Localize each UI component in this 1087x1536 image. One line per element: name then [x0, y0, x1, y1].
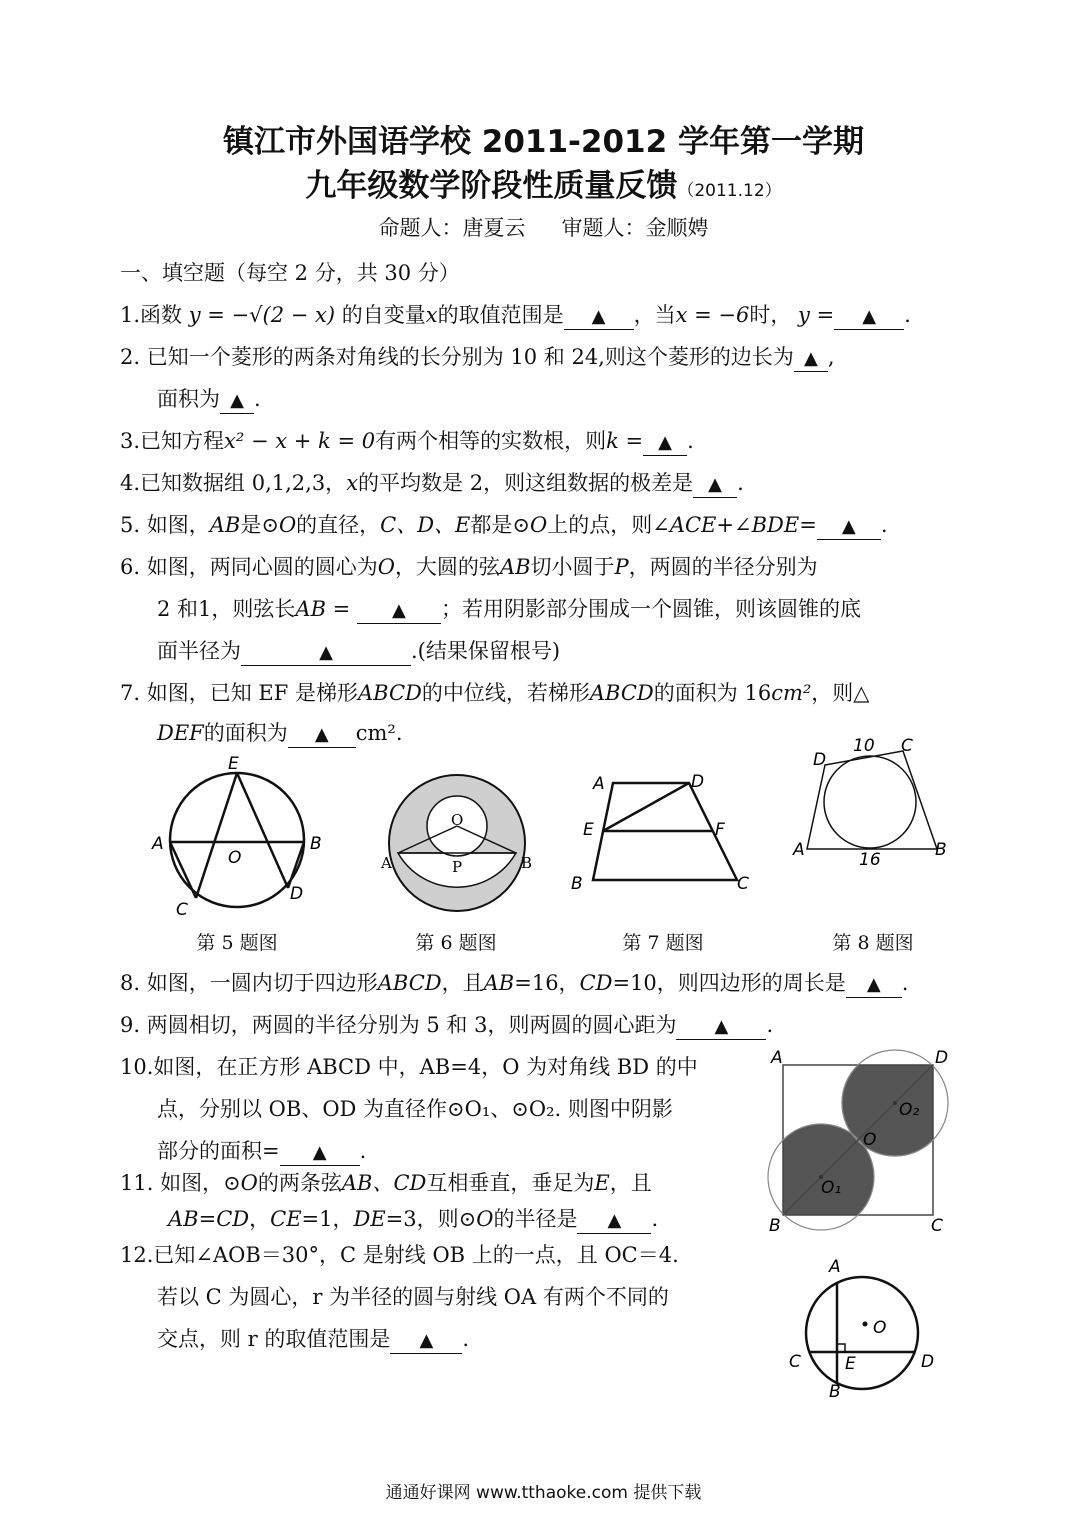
label-E: E: [845, 1354, 856, 1374]
label-B: B: [521, 854, 533, 872]
exam-title-line2: [0, 160, 1087, 205]
question-11-cont: AB=CD，CE=1，DE=3，则⊙O的半径是 ▲ .: [168, 1204, 658, 1234]
label-A: A: [771, 1048, 783, 1068]
caption-fig5: 第 5 题图: [196, 932, 278, 954]
label-O: O: [863, 1130, 877, 1150]
answer-blank[interactable]: ▲: [390, 1327, 462, 1354]
label-B: B: [310, 834, 322, 854]
q1-function: y = −√(2 − x): [188, 303, 336, 327]
exam-subtitle: 九年级数学阶段性质量反馈: [305, 168, 678, 204]
label-P: P: [452, 858, 463, 876]
question-5: 5. 如图，AB是⊙O的直径，C、D、E都是⊙O上的点，则∠ACE+∠BDE= ▲ .: [120, 510, 888, 540]
q1-y: y =: [798, 303, 835, 327]
question-2-cont: 面积为 ▲ .: [157, 384, 261, 414]
answer-blank[interactable]: ▲: [220, 387, 254, 414]
question-9: 9. 两圆相切，两圆的半径分别为 5 和 3，则两圆的圆心距为 ▲ .: [120, 1010, 773, 1040]
label-O: O: [228, 848, 242, 868]
answer-blank[interactable]: ▲: [676, 1013, 766, 1040]
question-11: 11. 如图，⊙O的两条弦AB、CD互相垂直，垂足为E，且: [120, 1171, 652, 1195]
question-7-cont: DEF的面积为 ▲ cm².: [157, 718, 403, 748]
q3-k: k =: [606, 429, 644, 453]
answer-blank[interactable]: ▲: [577, 1207, 651, 1234]
answer-blank[interactable]: ▲: [834, 303, 904, 330]
answer-blank[interactable]: ▲: [846, 971, 902, 998]
label-B: B: [935, 840, 947, 860]
answer-blank[interactable]: ▲: [643, 429, 687, 456]
q1-text: ，当: [633, 303, 676, 327]
question-7: 7. 如图，已知 EF 是梯形ABCD的中位线，若梯形ABCD的面积为 16cm²，则△: [120, 681, 870, 705]
figure-7: [565, 765, 755, 895]
exam-date: （2011.12）: [677, 181, 782, 201]
question-10-cont2: 部分的面积= ▲ .: [157, 1136, 366, 1166]
figure-11: [785, 1255, 955, 1400]
label-A: A: [593, 774, 605, 794]
q1-text: 的自变量: [341, 303, 426, 327]
label-E: E: [583, 820, 594, 840]
label-D: D: [691, 772, 705, 792]
label-C: C: [931, 1216, 943, 1235]
label-16: 16: [859, 850, 881, 870]
label-F: F: [715, 820, 725, 840]
q1-text: 时，: [749, 303, 792, 327]
label-O: O: [873, 1318, 887, 1338]
label-A: A: [381, 854, 392, 872]
q3-text: 3.已知方程: [120, 429, 225, 453]
answer-blank[interactable]: ▲: [280, 1139, 360, 1166]
answer-blank[interactable]: ▲: [564, 303, 634, 330]
section-heading: 一、填空题（每空 2 分，共 30 分）: [120, 261, 460, 285]
q1-var: x: [425, 303, 438, 327]
question-2: 2. 已知一个菱形的两条对角线的长分别为 10 和 24,则这个菱形的边长为 ▲ ,: [120, 342, 835, 372]
answer-blank[interactable]: ▲: [241, 639, 411, 666]
figure-6: [375, 755, 540, 925]
caption-fig6: 第 6 题图: [415, 932, 497, 954]
question-6: 6. 如图，两同心圆的圆心为O，大圆的弦AB切小圆于P，两圆的半径分别为: [120, 555, 818, 579]
question-6-cont2: 面半径为 ▲ .(结果保留根号): [157, 636, 560, 666]
figure-5: [150, 755, 330, 925]
question-4: 4.已知数据组 0,1,2,3，x的平均数是 2，则这组数据的极差是 ▲ .: [120, 468, 744, 498]
label-C: C: [789, 1352, 801, 1372]
question-1: 1.函数 y = −√(2 − x) 的自变量x的取值范围是 ▲ ，当x = −6时， y = ▲ .: [120, 300, 911, 330]
label-A: A: [793, 840, 805, 860]
label-10: 10: [853, 736, 875, 756]
question-3: 3.已知方程x² − x + k = 0有两个相等的实数根，则k = ▲ .: [120, 426, 694, 456]
q4-var: x: [346, 471, 359, 495]
exam-title-line1: 镇江市外国语学校 2011-2012 学年第一学期: [222, 124, 864, 160]
question-12: 12.已知∠AOB＝30°，C 是射线 OB 上的一点，且 OC＝4.: [120, 1243, 679, 1267]
q4-text: 的平均数是 2，则这组数据的极差是: [358, 471, 694, 495]
caption-fig8: 第 8 题图: [832, 932, 914, 954]
label-A: A: [829, 1257, 841, 1277]
authors-line: [0, 212, 1087, 242]
label-O2: O₂: [899, 1100, 920, 1120]
question-8: 8. 如图，一圆内切于四边形ABCD，且AB=16，CD=10，则四边形的周长是 ▲ .: [120, 968, 908, 998]
figure-10: [765, 1045, 955, 1235]
figure-8: [785, 735, 965, 875]
label-D: D: [935, 1048, 949, 1068]
label-C: C: [176, 900, 188, 920]
author: 命题人：唐夏云: [378, 216, 526, 240]
label-O: O: [451, 811, 464, 829]
question-10-cont: 点，分别以 OB、OD 为直径作⊙O₁、⊙O₂. 则图中阴影: [157, 1097, 673, 1121]
question-12-cont: 若以 C 为圆心，r 为半径的圆与射线 OA 有两个不同的: [157, 1285, 669, 1309]
label-B: B: [829, 1382, 841, 1400]
answer-blank[interactable]: ▲: [693, 471, 737, 498]
answer-blank[interactable]: ▲: [794, 345, 828, 372]
answer-blank[interactable]: ▲: [288, 721, 356, 748]
label-D: D: [290, 884, 304, 904]
label-B: B: [571, 874, 583, 894]
q2-text: 面积为: [157, 387, 220, 411]
reviewer: 审题人：金顺娉: [561, 216, 709, 240]
footer: 通通好课网 www.tthaoke.com 提供下载: [385, 1483, 702, 1503]
question-6-cont: 2 和1，则弦长AB = ▲ ；若用阴影部分围成一个圆锥，则该圆锥的底: [157, 594, 861, 624]
caption-fig7: 第 7 题图: [622, 932, 704, 954]
label-O1: O₁: [821, 1178, 842, 1198]
label-D: D: [921, 1352, 935, 1372]
q3-equation: x² − x + k = 0: [224, 429, 376, 453]
label-B: B: [769, 1216, 781, 1235]
label-D: D: [813, 750, 827, 770]
q1-text: 的取值范围是: [437, 303, 564, 327]
label-E: E: [228, 755, 239, 774]
label-A: A: [152, 834, 164, 854]
q3-text: 有两个相等的实数根，则: [375, 429, 607, 453]
label-C: C: [901, 736, 913, 756]
question-12-cont2: 交点，则 r 的取值范围是 ▲ .: [157, 1324, 469, 1354]
q4-text: 4.已知数据组 0,1,2,3，: [120, 471, 347, 495]
q2-text: 2. 已知一个菱形的两条对角线的长分别为 10 和 24,则这个菱形的边长为: [120, 345, 794, 369]
answer-blank[interactable]: ▲: [357, 597, 441, 624]
question-10: 10.如图，在正方形 ABCD 中，AB=4，O 为对角线 BD 的中: [120, 1055, 698, 1079]
answer-blank[interactable]: ▲: [817, 513, 881, 540]
label-C: C: [737, 874, 749, 894]
q1-text: 1.函数: [120, 303, 183, 327]
q1-x-value: x = −6: [675, 303, 750, 327]
